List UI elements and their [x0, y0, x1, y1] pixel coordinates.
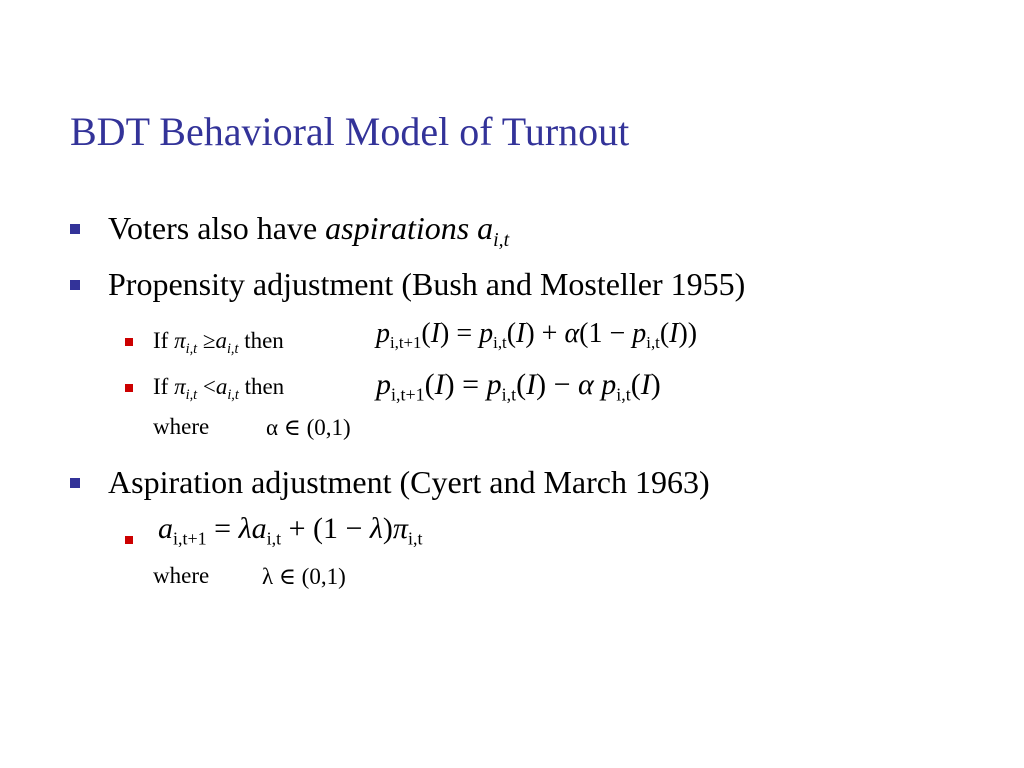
lambda-range: λ ∈ (0,1) — [262, 564, 346, 589]
a-subscript: i,t — [227, 386, 239, 403]
bullet-text: Aspiration adjustment (Cyert and March 1963) — [108, 464, 710, 500]
where-alpha — [153, 414, 209, 440]
a-symbol: a — [215, 374, 228, 399]
bullet-square-icon — [70, 478, 80, 488]
bullet-text: Voters also have — [108, 210, 326, 246]
subbullet-square-icon — [125, 338, 133, 346]
then-label: then — [238, 328, 284, 353]
equation-aspiration-update: $a_{i,t+1} = \lambda a_{i,t} + (1 - \lambda)\pi_{i,t}$ — [158, 512, 423, 549]
equation-propensity-decrease: $p_{i,t+1}(I) = p_{i,t}(I) - \alpha$ $p_{i,t}(I)$ — [376, 368, 661, 405]
pi-symbol: π — [174, 374, 186, 399]
subbullet-square-icon — [125, 384, 133, 392]
pi-symbol: π — [174, 328, 186, 353]
equation-propensity-increase: $p_{i,t+1}(I) = p_{i,t}(I) + \alpha(1 - p_{i,t}(I))$ — [376, 318, 698, 352]
pi-subscript: i,t — [185, 386, 198, 403]
where-label: where — [153, 563, 210, 588]
var-a: a — [477, 210, 494, 246]
subbullet-square-icon — [125, 536, 133, 544]
less-operator: < — [197, 374, 216, 399]
a-symbol: a — [215, 328, 227, 353]
var-a-subscript: i,t — [493, 228, 510, 251]
alpha-range: α ∈ (0,1) — [266, 415, 351, 440]
then-label: then — [238, 374, 285, 399]
slide-title: BDT Behavioral Model of Turnout — [70, 109, 630, 154]
a-subscript: i,t — [226, 340, 239, 357]
if-label: If — [153, 328, 175, 353]
bullet-text: Propensity adjustment (Bush and Mosteller 1955) — [108, 266, 746, 302]
pi-subscript: i,t — [185, 340, 198, 357]
bullet-emphasis: aspirations — [325, 210, 470, 246]
geq-operator: ≥ — [197, 328, 216, 353]
bullet-square-icon — [70, 224, 80, 234]
if-label: If — [153, 374, 175, 399]
bullet-square-icon — [70, 280, 80, 290]
where-lambda — [153, 563, 209, 589]
where-label: where — [153, 414, 210, 439]
